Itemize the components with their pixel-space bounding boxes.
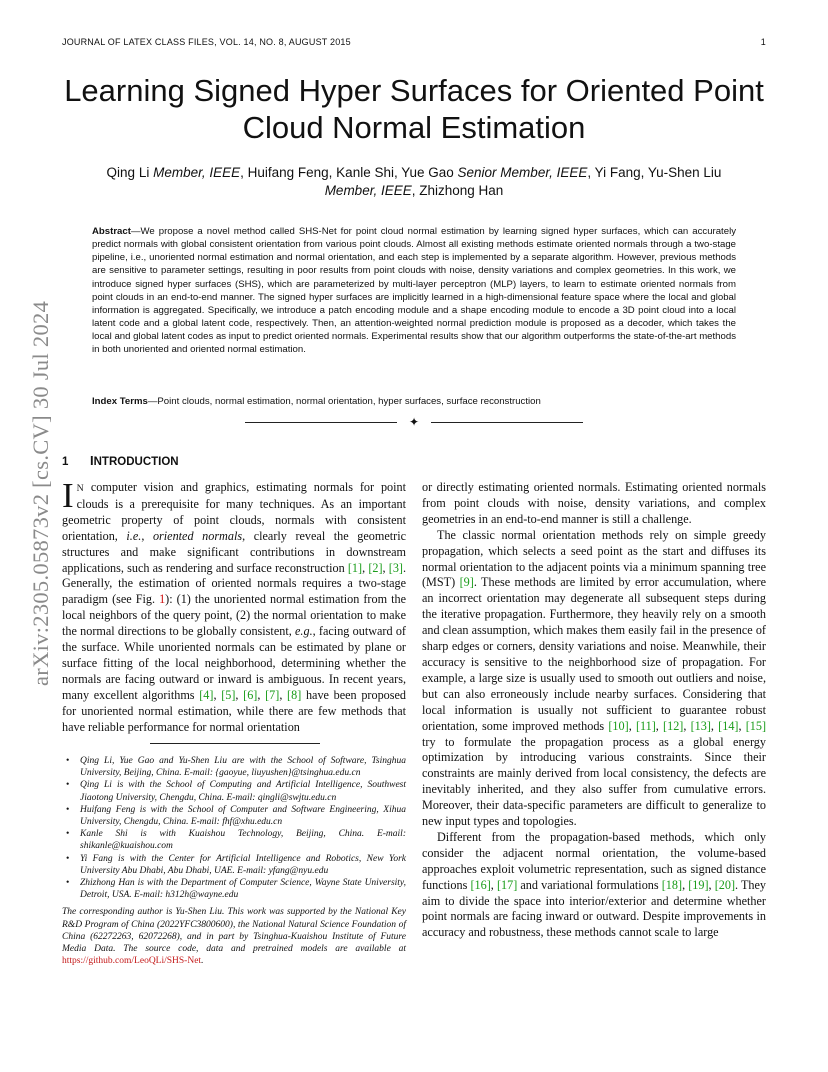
figure-link[interactable]: 1: [159, 592, 166, 607]
text-run: ,: [213, 687, 222, 702]
text-run: try to formulate the propagation process as a global energy optimization by introducing various constraints. Since their constraints are mainly derived from local consistency, the defects are inevitably inherited, and they also suffer from cumulative errors. Moreover, their data-specific parameters are difficult to generalize to new input types and topologies.: [422, 734, 766, 829]
text-run: computer vision and graphics, estimating normals for point clouds is a prerequisite for many techniques. As an important geometric property of point clouds, normals with consistent orientation,: [62, 480, 406, 543]
abstract: [92, 225, 736, 357]
paper-title: Learning Signed Hyper Surfaces for Oriented Point Cloud Normal Estimation: [64, 73, 764, 145]
section-title-initial: I: [90, 453, 94, 468]
affiliation-footnote: • Qing Li is with the School of Computing and Artificial Intelligence, Southwest Jiaotong University, Chengdu, China. E-mail: qingli@swjtu.edu.cn: [80, 779, 406, 803]
paragraph: [422, 830, 766, 941]
right-column: [422, 480, 766, 941]
text-run: ,: [382, 560, 389, 575]
text-run: ,: [490, 877, 497, 892]
text-run: ,: [235, 687, 244, 702]
funding-text: The corresponding author is Yu-Shen Liu. This work was supported by the National Key R&D Program of China (2022YFC3800600), the National Natural Science Foundation of China (62272263, 62072268), and in part by Tsinghua-Kuaishou Institute of Future Media Data. The source code, data and pretrained models are available at: [62, 907, 406, 955]
citation-link[interactable]: [5]: [221, 687, 236, 702]
text-run: ,: [738, 718, 746, 733]
journal-name: JOURNAL OF LATEX CLASS FILES, VOL. 14, NO. 8, AUGUST 2015: [62, 37, 351, 47]
author-list: [90, 164, 738, 200]
citation-link[interactable]: [1]: [347, 560, 363, 575]
citation-link[interactable]: [3]: [388, 560, 403, 575]
citation-link[interactable]: [20]: [714, 877, 736, 892]
section-title-rest: NTRODUCTION: [93, 456, 179, 468]
text-run: ,: [683, 718, 691, 733]
paragraph: or directly estimating oriented normals. Estimating oriented normals from point clouds with noise, density variations, and complex geometries in an end-to-end manner is still a challenge.: [422, 480, 766, 526]
affiliation-footnote: • Huifang Feng is with the School of Computer and Software Engineering, Xihua University, Chengdu, China. E-mail: fhf@xhu.edu.cn: [80, 804, 406, 828]
text-run: ,: [628, 718, 636, 733]
text-run: Different from the propagation-based methods, which only consider the adjacent normal orientation, the volume-based approaches exploit volumetric representation, such as signed distance functions: [422, 829, 766, 892]
text-run: ,: [655, 718, 664, 733]
citation-link[interactable]: [15]: [745, 718, 767, 733]
text-run: , clearly reveal the geometric structures and make significant contributions in downstream applications, such as rendering and surface reconstruction: [62, 528, 406, 575]
left-column: [62, 476, 407, 736]
author-affiliation-role: Senior Member, IEEE: [457, 165, 588, 180]
drop-cap: I: [62, 476, 74, 515]
text-run: have been proposed for unoriented normal estimation, while there are few methods that have reliable performance for normal orientation: [62, 687, 407, 734]
abstract-text: —We propose a novel method called SHS-Net for point cloud normal estimation by learning signed hyper surfaces, which can accurately predict normals with global consistent orientation from various point clouds. Almost all existing methods estimate oriented normals through a two-stage pipeline, i.e., unoriented normal estimation and normal orientation, and each step is implemented by a separate algorithm. However, previous methods are sensitive to parameter settings, resulting in poor results from point clouds with noise, density variations and complex geometries. In this work, we introduce signed hyper surfaces (SHS), which are parameterized by multi-layer perceptron (MLP) layers, to learn to estimate oriented normals from point clouds in an end-to-end manner. The signed hyper surfaces are implicitly learned in a high-dimensional feature space where the local and global information is aggregated. Specifically, we introduce a patch encoding module and a shape encoding module to encode a 3D point cloud into a local latent code and a global latent code, respectively. Then, an attention-weighted normal prediction module is proposed as a decoder, which takes the local and global latent codes as input to predict oriented normals. Experimental results show that our algorithm outperforms the state-of-the-art methods in both unoriented and oriented normal estimation.: [92, 226, 736, 356]
text-run: ,: [682, 877, 689, 892]
citation-link[interactable]: [16]: [470, 877, 491, 892]
author-name: Qing Li: [106, 165, 154, 180]
citation-link[interactable]: [9]: [459, 575, 474, 590]
affiliation-footnote: • Zhizhong Han is with the Department of Computer Science, Wayne State University, Detroit, USA. E-mail: h312h@wayne.edu: [80, 877, 406, 901]
arxiv-identifier-stamp[interactable]: arXiv:2305.05873v2 [cs.CV] 30 Jul 2024: [28, 300, 53, 686]
paragraph: [422, 528, 766, 830]
text-run: ,: [710, 718, 719, 733]
section-separator: [245, 415, 583, 429]
text-run: , facing outward of the surface. While unoriented normals can be estimated by plane or surface fitting of the local neighborhood, determining whether the normals are facing outward or inward is ambiguous. In recent years, many excellent algorithms: [62, 624, 406, 702]
text-run: ,: [279, 687, 288, 702]
citation-link[interactable]: [18]: [661, 877, 683, 892]
text-run: . They aim to divide the space into interior/exterior and determine whether point normals are facing inward or outward. Despite improvements in accuracy and robustness, these methods cannot scale to large: [422, 877, 767, 940]
smallcaps-lead: N: [76, 483, 85, 494]
citation-link[interactable]: [2]: [368, 560, 383, 575]
index-terms-text: —Point clouds, normal estimation, normal orientation, hyper surfaces, surface reconstruction: [147, 396, 541, 407]
text-run: The classic normal orientation methods rely on simple greedy propagation, which selects a seed point as the start and diffuses its normal orientation to the adjacent points via a minimum spanning tree (MST): [422, 527, 766, 590]
citation-link[interactable]: [6]: [243, 687, 258, 702]
section-number: 1: [62, 456, 69, 468]
affiliation-footnote: • Kanle Shi is with Kuaishou Technology, Beijing, China. E-mail: shikanle@kuaishou.com: [80, 828, 406, 852]
author-affiliation-role: Member, IEEE: [153, 165, 241, 180]
affiliation-footnote: • Qing Li, Yue Gao and Yu-Shen Liu are with the School of Software, Tsinghua University, Beijing, China. E-mail: {gaoyue, liuyushen}@tsinghua.edu.cn: [80, 755, 406, 779]
index-terms-label: Index Terms: [92, 396, 148, 407]
separator-rule-right: [431, 422, 583, 423]
running-header: [62, 37, 766, 47]
citation-link[interactable]: [17]: [496, 877, 518, 892]
author-affiliation-role: Member, IEEE: [324, 183, 412, 198]
text-run: .: [201, 956, 204, 967]
text-run-italic: i.e.: [126, 528, 142, 543]
citation-link[interactable]: [7]: [265, 687, 280, 702]
affiliation-footnote: • Yi Fang is with the Center for Artificial Intelligence and Robotics, New York University Abu Dhabi, Abu Dhabi, UAE. E-mail: yfang@nyu.edu: [80, 853, 406, 877]
funding-note: [62, 906, 406, 967]
author-name: , Zhizhong Han: [411, 183, 504, 198]
code-repository-link[interactable]: https://github.com/LeoQLi/SHS-Net: [62, 956, 202, 967]
footnote-rule: [150, 743, 320, 744]
text-run: ,: [141, 528, 153, 543]
text-run: ,: [362, 560, 369, 575]
text-run: ): (1) the unoriented normal estimation from the local neighbors of the query point, (2) the normal orientation to make the normal directions to be globally consistent,: [62, 592, 406, 639]
citation-link[interactable]: [10]: [608, 718, 629, 733]
author-names: , Huifang Feng, Kanle Shi, Yue Gao: [240, 165, 458, 180]
text-run: and variational formulations: [517, 877, 662, 892]
citation-link[interactable]: [14]: [718, 718, 739, 733]
separator-rule-left: [245, 422, 397, 423]
separator-diamond-icon: ✦: [409, 415, 420, 429]
text-run: ,: [257, 687, 266, 702]
text-run: . These methods are limited by error accumulation, where an incorrect orientation may degenerate all subsequent steps during the iterative propagation. Furthermore, they heavily rely on a smooth and clean assumption, which makes them easily fail in the presence of sharp edges or corners, density variations and noise. Meanwhile, their accuracy is sensitive to the neighborhood size of propagation. For example, a large size is usually used to smooth out outliers and noise, but can also erroneously include nearby surfaces. Considering that local information is usually not sufficient to guarantee robust orientation, some improved methods: [422, 575, 767, 733]
text-run: . Generally, the estimation of oriented normals requires a two-stage paradigm (see Fig.: [62, 560, 407, 607]
paragraph: [62, 476, 407, 736]
citation-link[interactable]: [12]: [663, 718, 684, 733]
citation-link[interactable]: [8]: [287, 687, 302, 702]
abstract-label: Abstract: [92, 226, 131, 237]
affiliation-list: [62, 755, 406, 901]
text-run: ,: [708, 877, 715, 892]
citation-link[interactable]: [13]: [690, 718, 711, 733]
citation-link[interactable]: [4]: [199, 687, 214, 702]
author-names: , Yi Fang, Yu-Shen Liu: [587, 165, 722, 180]
text-run-italic: oriented normals: [152, 528, 243, 543]
page-number: 1: [760, 37, 766, 47]
footnotes: [62, 755, 406, 967]
text-run-italic: e.g.: [295, 624, 313, 639]
section-heading: [62, 453, 179, 468]
citation-link[interactable]: [11]: [635, 718, 656, 733]
index-terms: [92, 395, 736, 408]
citation-link[interactable]: [19]: [688, 877, 709, 892]
